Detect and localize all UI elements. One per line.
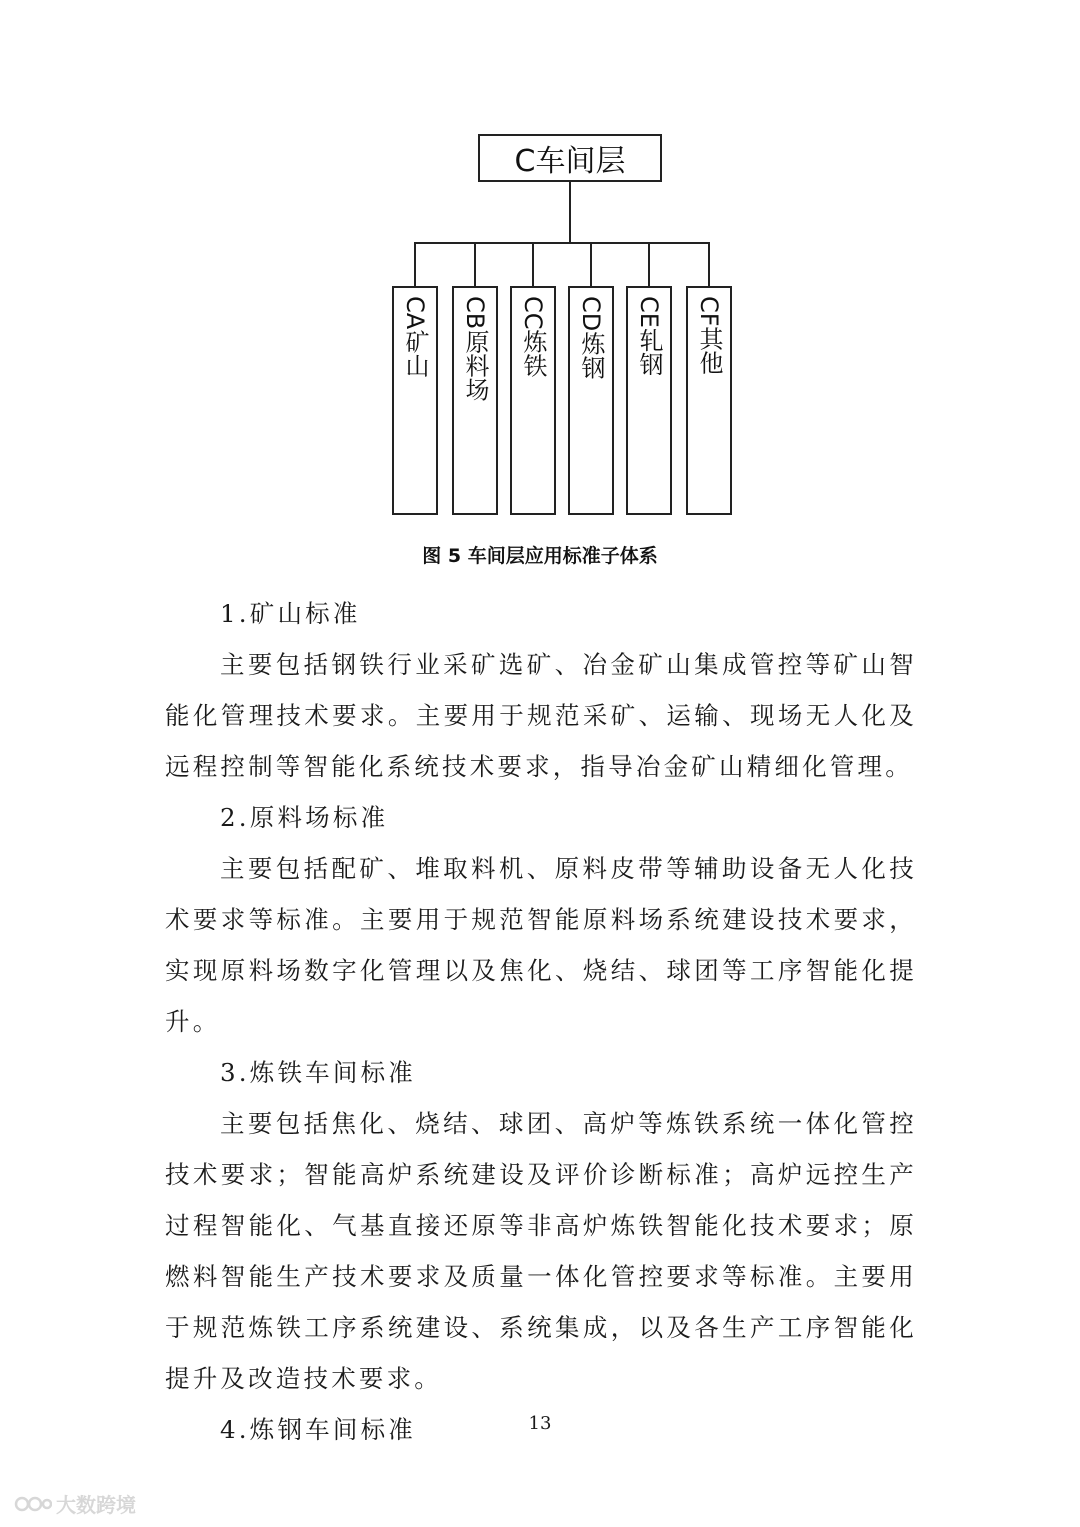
diagram-child-node — [452, 286, 498, 515]
diagram-child-label: CB原料场 — [461, 296, 489, 402]
diagram-child-label: CE轧钢 — [635, 296, 663, 376]
section-heading: 3.炼铁车间标准 — [220, 1058, 416, 1087]
watermark-text: 大数跨境 — [56, 1493, 136, 1517]
connector-branch — [590, 242, 592, 287]
section-paragraph: 主要包括焦化、烧结、球团、高炉等炼铁系统一体化管控技术要求；智能高炉系统建设及评价诊断标准；高炉远控生产过程智能化、气基直接还原等非高炉炼铁智能化技术要求；原燃料智能生产技术要求及质量一体化管控要求等标准。主要用于规范炼铁工序系统建设、系统集成，以及各生产工序智能化提升及改造技术要求。 — [165, 1109, 917, 1393]
figure-caption: 图 5 车间层应用标准子体系 — [422, 545, 658, 567]
connector-trunk — [569, 182, 571, 243]
section-heading: 2.原料场标准 — [220, 803, 389, 832]
section-heading: 4.炼钢车间标准 — [220, 1415, 416, 1444]
section-paragraph: 主要包括钢铁行业采矿选矿、冶金矿山集成管控等矿山智能化管理技术要求。主要用于规范采矿、运输、现场无人化及远程控制等智能化系统技术要求，指导冶金矿山精细化管理。 — [165, 650, 917, 781]
diagram-child-label: CF其他 — [695, 296, 723, 375]
connector-branch — [708, 242, 710, 287]
diagram-child-label: CD炼钢 — [577, 296, 605, 380]
connector-branch — [648, 242, 650, 287]
diagram-root-node — [478, 134, 662, 182]
diagram-root-label: C车间层 — [514, 144, 626, 179]
diagram-child-label: CC炼铁 — [519, 296, 547, 378]
connector-branch — [532, 242, 534, 287]
page-number: 13 — [528, 1413, 552, 1434]
diagram-child-node — [392, 286, 438, 515]
diagram-child-node — [686, 286, 732, 515]
connector-branch — [474, 242, 476, 287]
section-heading: 1.矿山标准 — [220, 599, 361, 628]
diagram-child-node — [568, 286, 614, 515]
section-paragraph: 主要包括配矿、堆取料机、原料皮带等辅助设备无人化技术要求等标准。主要用于规范智能原料场系统建设技术要求，实现原料场数字化管理以及焦化、烧结、球团等工序智能化提升。 — [165, 854, 917, 1036]
connector-branch — [414, 242, 416, 287]
watermark — [14, 1489, 136, 1518]
document-body — [165, 588, 917, 1455]
connector-bus — [414, 242, 710, 244]
diagram-child-node — [626, 286, 672, 515]
watermark-logo-icon — [14, 1493, 52, 1515]
diagram-child-node — [510, 286, 556, 515]
diagram-child-label: CA矿山 — [401, 296, 429, 378]
